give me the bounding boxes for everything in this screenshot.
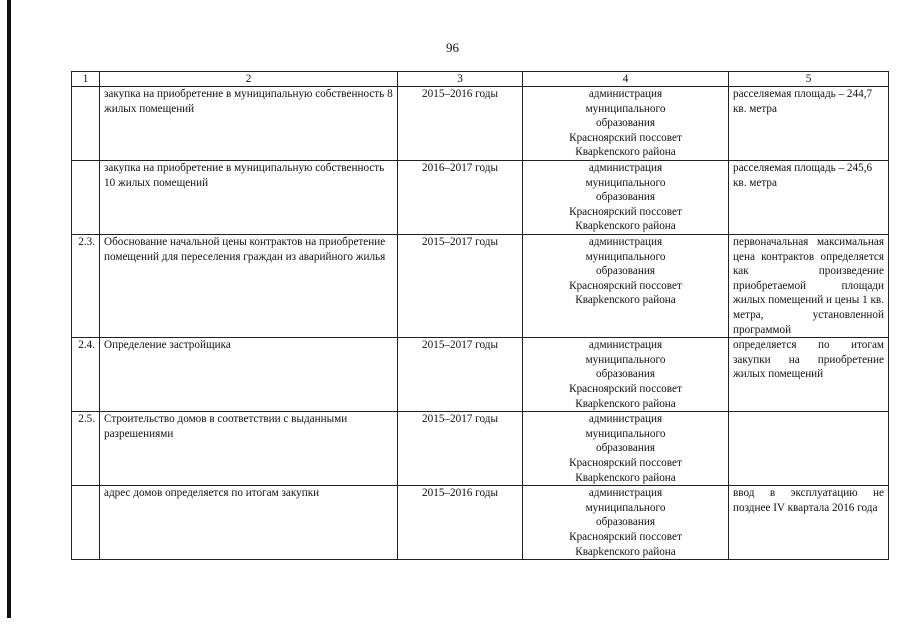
executor-line: образования <box>595 442 655 455</box>
executor-line: Кварkenского района <box>575 545 676 558</box>
executor-line: Красноярский поссовет <box>569 456 682 469</box>
header-col-5: 5 <box>729 72 889 87</box>
row-executor <box>523 235 729 338</box>
row-action: Определение застройщика <box>100 338 398 412</box>
row-period: 2016–2017 годы <box>398 161 523 235</box>
executor-line: образования <box>595 117 655 130</box>
table-row <box>72 412 889 486</box>
row-period: 2015–2016 годы <box>398 486 523 560</box>
program-measures-table <box>71 71 889 560</box>
table-row <box>72 87 889 161</box>
executor-line: образования <box>595 191 655 204</box>
row-period: 2015–2017 годы <box>398 412 523 486</box>
row-number <box>72 161 100 235</box>
executor-line: муниципального <box>585 102 666 115</box>
row-result: расселяемая площадь – 245,6 кв. метра <box>729 161 889 235</box>
executor-line: администрация <box>588 339 663 352</box>
executor-line: Красноярский поссовет <box>569 205 682 218</box>
table-row <box>72 161 889 235</box>
executor-line: Кварkenского района <box>575 397 676 410</box>
row-number: 2.5. <box>72 412 100 486</box>
executor-line: муниципального <box>585 353 666 366</box>
row-period: 2015–2017 годы <box>398 235 523 338</box>
row-action: закупка на приобретение в муниципальную собственность 10 жилых помещений <box>100 161 398 235</box>
table-row <box>72 235 889 338</box>
executor-line: Кварkenского района <box>575 471 676 484</box>
executor-line: образования <box>595 516 655 529</box>
row-result: расселяемая площадь – 244,7 кв. метра <box>729 87 889 161</box>
executor-line: Красноярский поссовет <box>569 530 682 543</box>
table-row <box>72 338 889 412</box>
row-number <box>72 486 100 560</box>
page-number: 96 <box>446 40 459 55</box>
executor-line: муниципального <box>585 176 666 189</box>
executor-line: администрация <box>588 88 663 100</box>
row-result: ввод в эксплуатацию не позднее IV квартала 2016 года <box>729 486 889 560</box>
header-col-2: 2 <box>100 72 398 87</box>
row-executor <box>523 87 729 161</box>
executor-line: образования <box>595 368 655 381</box>
executor-line: Красноярский поссовет <box>569 279 682 292</box>
table-row <box>72 486 889 560</box>
row-executor <box>523 412 729 486</box>
row-executor <box>523 486 729 560</box>
header-col-4: 4 <box>523 72 729 87</box>
executor-line: муниципального <box>585 427 666 440</box>
row-action: закупка на приобретение в муниципальную собственность 8 жилых помещений <box>100 87 398 161</box>
row-result: определяется по итогам закупки на приобретение жилых помещений <box>729 338 889 412</box>
row-action: адрес домов определяется по итогам закупки <box>100 486 398 560</box>
row-number <box>72 87 100 161</box>
executor-line: Кварkenского района <box>575 146 676 159</box>
row-result <box>729 412 889 486</box>
row-executor <box>523 161 729 235</box>
row-number: 2.4. <box>72 338 100 412</box>
executor-line: образования <box>595 265 655 278</box>
executor-line: муниципального <box>585 501 666 514</box>
header-col-1: 1 <box>72 72 100 87</box>
row-number: 2.3. <box>72 235 100 338</box>
row-action: Обоснование начальной цены контрактов на приобретение помещений для переселения граждан из аварийного жилья <box>100 235 398 338</box>
row-period: 2015–2016 годы <box>398 87 523 161</box>
binding-edge-bar <box>7 0 11 618</box>
executor-line: Красноярский поссовет <box>569 131 682 144</box>
executor-line: администрация <box>588 487 663 500</box>
header-col-3: 3 <box>398 72 523 87</box>
executor-line: Кварkenского района <box>575 294 676 307</box>
executor-line: администрация <box>588 236 663 248</box>
row-executor <box>523 338 729 412</box>
row-result: первоначальная максимальная цена контрактов определяется как произведение приобретаемой площади жилых помещений и цены 1 кв. метра, установленной программой <box>729 235 889 338</box>
executor-line: Кварkenского района <box>575 220 676 233</box>
executor-line: муниципального <box>585 250 666 263</box>
row-action: Строительство домов в соответствии с выданными разрешениями <box>100 412 398 486</box>
table-header-row <box>72 72 889 87</box>
row-period: 2015–2017 годы <box>398 338 523 412</box>
executor-line: администрация <box>588 413 663 426</box>
executor-line: Красноярский поссовет <box>569 382 682 395</box>
executor-line: администрация <box>588 162 663 174</box>
